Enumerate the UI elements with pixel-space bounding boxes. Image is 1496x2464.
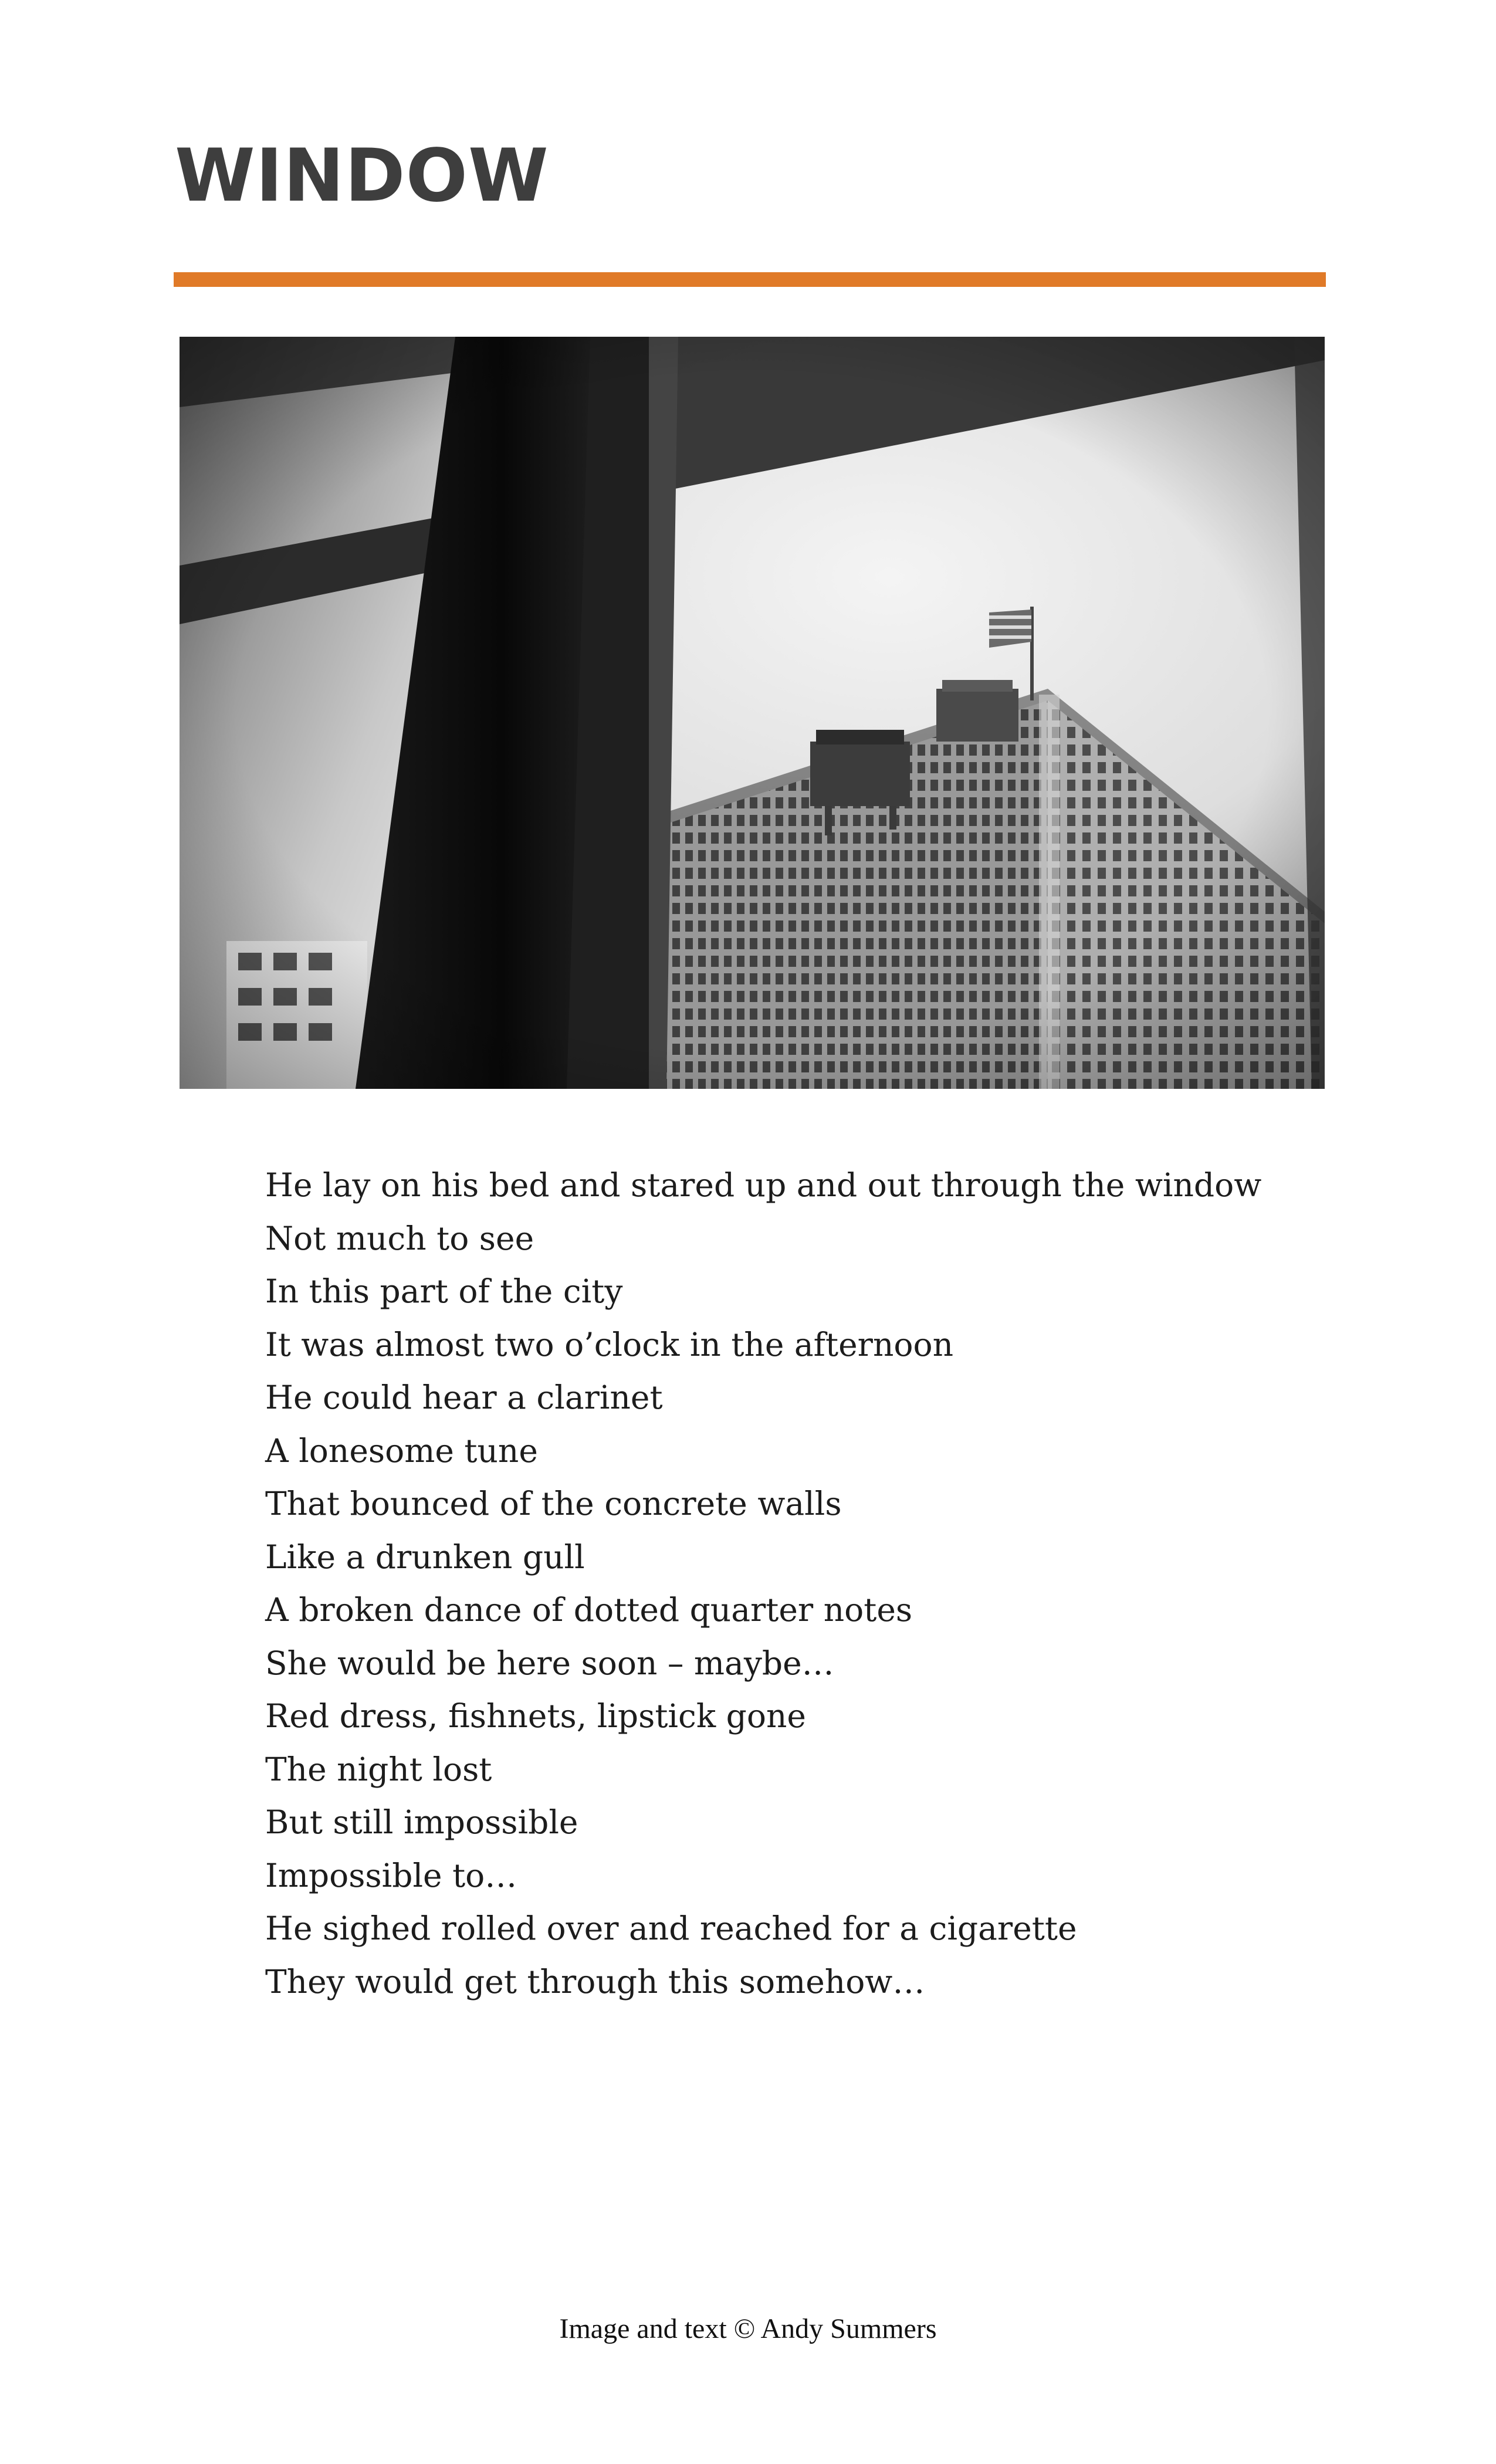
poem-line: In this part of the city	[265, 1272, 623, 1310]
poem-line: That bounced of the concrete walls	[265, 1485, 842, 1522]
page-title: WINDOW	[175, 134, 549, 218]
title-divider	[174, 272, 1326, 287]
poem-line: Not much to see	[265, 1219, 534, 1257]
poem-line: She would be here soon – maybe…	[265, 1644, 834, 1682]
poem-line: They would get through this somehow…	[265, 1962, 925, 2001]
footer-credit: Image and text © Andy Summers	[559, 2313, 937, 2344]
poem-line: He sighed rolled over and reached for a cigarette	[265, 1910, 1077, 1947]
poem	[265, 1159, 1263, 2008]
poem-line: A broken dance of dotted quarter notes	[265, 1591, 913, 1629]
poem-line: But still impossible	[265, 1803, 578, 1841]
poem-line: Impossible to…	[265, 1856, 517, 1894]
poem-line: Red dress, fishnets, lipstick gone	[265, 1697, 806, 1735]
poem-line: It was almost two o’clock in the afternoon	[265, 1325, 954, 1363]
poem-line: The night lost	[265, 1750, 492, 1788]
window-photograph	[180, 337, 1325, 1089]
poem-line: He lay on his bed and stared up and out through the window	[265, 1166, 1262, 1204]
poem-line: He could hear a clarinet	[265, 1379, 663, 1416]
poem-line: Like a drunken gull	[265, 1538, 585, 1576]
poem-line: A lonesome tune	[265, 1431, 538, 1470]
